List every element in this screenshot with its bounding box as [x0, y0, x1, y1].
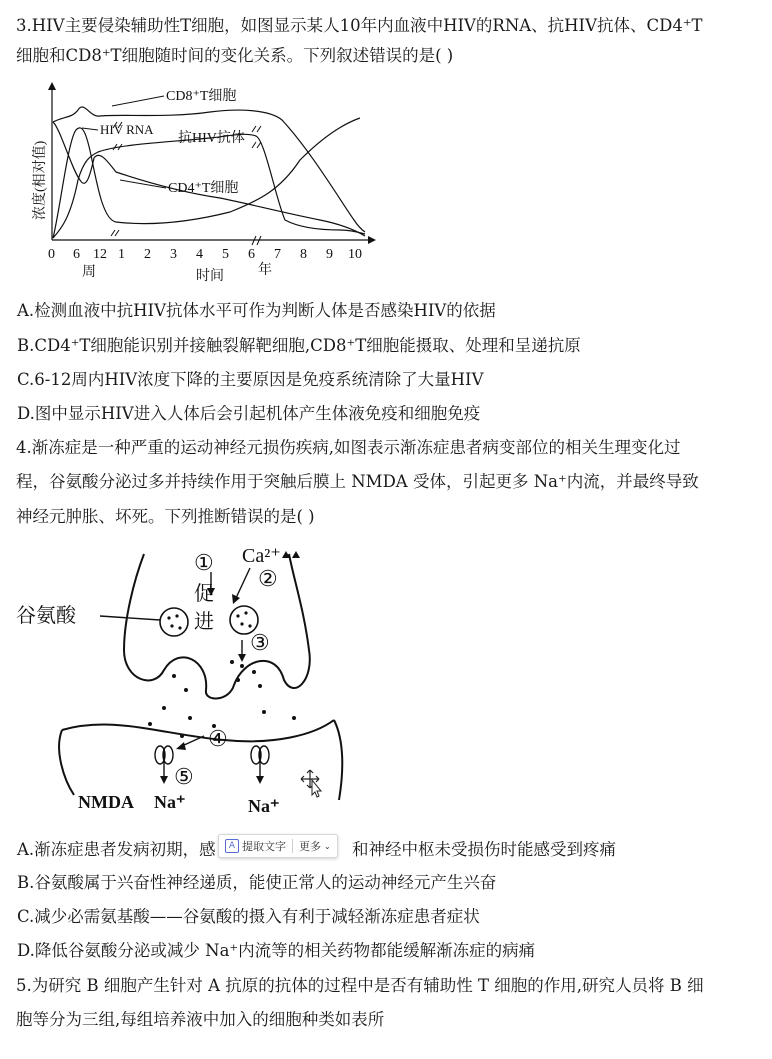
- q3-option-d: D.图中显示HIV进入人体后会引起机体产生体液免疫和细胞免疫: [17, 404, 481, 423]
- label-cd4: CD4⁺T细胞: [168, 181, 239, 196]
- q5-stem-line1: 5.为研究 B 细胞产生针对 A 抗原的抗体的过程中是否有辅助性 T 细胞的作用,研究人员将 B 细: [16, 976, 704, 995]
- tick-0: 0: [48, 247, 55, 262]
- chevron-down-icon: ⌄: [324, 841, 331, 851]
- mark-3: ③: [250, 630, 270, 655]
- label-glutamate: 谷氨酸: [16, 603, 76, 627]
- q3-option-c: C.6-12周内HIV浓度下降的主要原因是免疫系统清除了大量HIV: [17, 370, 484, 389]
- label-nmda: NMDA: [78, 792, 134, 812]
- tick-y3: 3: [170, 247, 177, 262]
- tick-y4: 4: [196, 247, 203, 262]
- y-axis-label: 浓度(相对值): [33, 140, 48, 220]
- extract-text-label: 提取文字: [242, 840, 286, 853]
- q4-stem-line1: 4.渐冻症是一种严重的运动神经元损伤疾病,如图表示渐冻症患者病变部位的相关生理变化过: [16, 438, 681, 457]
- q3-option-a: A.检测血液中抗HIV抗体水平可作为判断人体是否感染HIV的依据: [17, 301, 496, 320]
- more-label: 更多: [299, 840, 321, 853]
- tick-6: 6: [73, 247, 80, 262]
- extract-text-button[interactable]: [219, 835, 292, 857]
- q5-stem-line2: 胞等分为三组,每组培养液中加入的细胞种类如表所: [16, 1010, 385, 1029]
- tick-y10: 10: [348, 247, 362, 262]
- q4-option-b: B.谷氨酸属于兴奋性神经递质，能使正常人的运动神经元产生兴奋: [17, 873, 497, 892]
- x-axis-label: 时间: [196, 269, 224, 284]
- text-selection-toolbar: [218, 834, 338, 858]
- mark-2: ②: [258, 566, 278, 591]
- tick-y5: 5: [222, 247, 229, 262]
- label-na-right: Na⁺: [248, 796, 280, 816]
- move-cursor-icon: [300, 768, 326, 798]
- tick-y1: 1: [118, 247, 125, 262]
- label-hiv-rna: HIV RNA: [100, 122, 154, 137]
- tick-y7: 7: [274, 247, 281, 262]
- label-promote-1: 促: [194, 581, 214, 605]
- q4-option-d: D.降低谷氨酸分泌或减少 Na⁺内流等的相关药物都能缓解渐冻症的病痛: [17, 941, 536, 960]
- tick-y8: 8: [300, 247, 307, 262]
- q4-stem-line2: 程，谷氨酸分泌过多并持续作用于突触后膜上 NMDA 受体，引起更多 Na⁺内流，并最终导致: [16, 472, 699, 491]
- tick-y6: 6: [248, 247, 255, 262]
- mark-1: ①: [194, 550, 214, 575]
- bottom-fade-overlay: [400, 1004, 772, 1059]
- text-extract-icon: A: [225, 839, 239, 853]
- mark-4: ④: [208, 726, 228, 751]
- q4-option-c: C.减少必需氨基酸——谷氨酸的摄入有利于减轻渐冻症患者症状: [17, 907, 480, 926]
- year-unit: 年: [258, 263, 272, 278]
- mark-5: ⑤: [174, 764, 194, 789]
- label-promote-2: 进: [194, 609, 214, 633]
- q4-option-a-right: 和神经中枢未受损伤时能感受到疼痛: [352, 840, 616, 859]
- q3-stem-line1: 3.HIV主要侵染辅助性T细胞，如图显示某人10年内血液中HIV的RNA、抗HIV抗体、CD4⁺T: [16, 16, 703, 35]
- hiv-chart: [20, 80, 380, 285]
- q4-option-a-left: A.渐冻症患者发病初期，感: [17, 840, 216, 859]
- week-unit: 周: [82, 265, 96, 280]
- q3-option-b: B.CD4⁺T细胞能识别并接触裂解靶细胞,CD8⁺T细胞能摄取、处理和呈递抗原: [17, 336, 581, 355]
- label-cd8: CD8⁺T细胞: [166, 89, 237, 104]
- tick-y9: 9: [326, 247, 333, 262]
- label-ca: Ca²⁺: [242, 545, 281, 567]
- tick-y2: 2: [144, 247, 151, 262]
- label-na-left: Na⁺: [154, 792, 186, 812]
- tick-12: 12: [93, 247, 107, 262]
- label-antibody: 抗HIV抗体: [178, 131, 245, 146]
- q4-stem-line3: 神经元肿胀、坏死。下列推断错误的是( ): [16, 507, 315, 526]
- q3-stem-line2: 细胞和CD8⁺T细胞随时间的变化关系。下列叙述错误的是( ): [16, 46, 454, 65]
- more-button[interactable]: [293, 835, 337, 857]
